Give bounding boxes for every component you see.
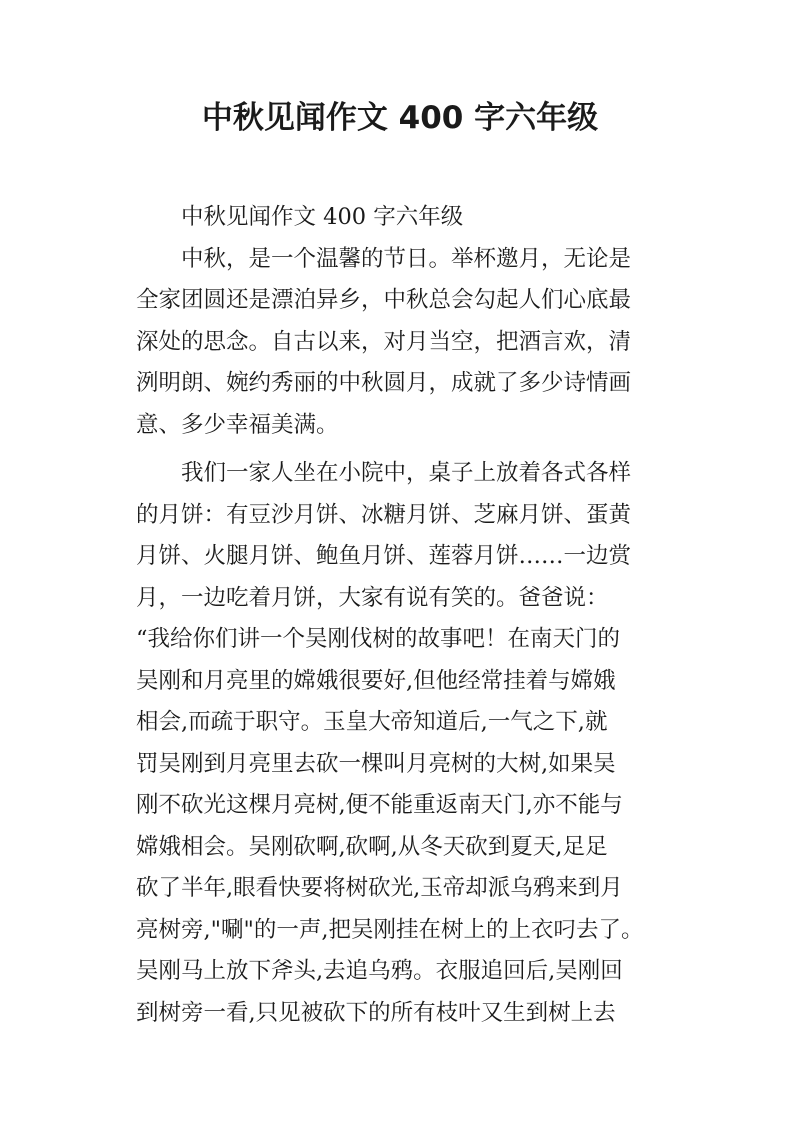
paragraph-3-line: 罚吴刚到月亮里去砍一棵叫月亮树的大树,如果吴 xyxy=(136,750,616,777)
paragraph-3-line: 吴刚和月亮里的嫦娥很要好,但他经常挂着与嫦娥 xyxy=(136,667,616,694)
paragraph-1-line: 全家团圆还是漂泊异乡，中秋总会勾起人们心底最 xyxy=(136,287,632,313)
subtitle-line xyxy=(136,197,676,239)
paragraph-1-line: 深处的思念。自古以来，对月当空，把酒言欢，清 xyxy=(136,328,632,355)
paragraph-1 xyxy=(136,239,676,281)
paragraph-2-line: 月饼、火腿月饼、鲍鱼月饼、莲蓉月饼……一边赏 xyxy=(136,543,632,569)
paragraph-2-line: 的月饼：有豆沙月饼、冰糖月饼、芝麻月饼、蛋黄 xyxy=(136,501,632,528)
paragraph-3-line: “我给你们讲一个吴刚伐树的故事吧！在南天门的 xyxy=(136,626,621,652)
paragraph-1-line: 洌明朗、婉约秀丽的中秋圆月，成就了多少诗情画 xyxy=(136,370,632,396)
paragraph-1-line: 中秋，是一个温馨的节日。举杯邀月，无论是 xyxy=(181,245,632,272)
subtitle-text: 中秋见闻作文 400 字六年级 xyxy=(181,204,464,230)
document-body xyxy=(136,197,676,1034)
document-title: 中秋见闻作文 400 字六年级 xyxy=(201,100,599,136)
paragraph-3-line: 到树旁一看,只见被砍下的所有枝叶又生到树上去 xyxy=(136,999,616,1026)
paragraph-3-line: 砍了半年,眼看快要将树砍光,玉帝却派乌鸦来到月 xyxy=(136,875,623,901)
paragraph-1-line: 意、多少幸福美满。 xyxy=(136,411,339,438)
paragraph-3-line: 相会,而疏于职守。玉皇大帝知道后,一气之下,就 xyxy=(136,709,608,735)
paragraph-3-line: 嫦娥相会。吴刚砍啊,砍啊,从冬天砍到夏天,足足 xyxy=(136,833,608,860)
paragraph-1-continuation xyxy=(136,280,676,446)
paragraph-2 xyxy=(136,453,676,495)
paragraph-2-continuation xyxy=(136,495,676,620)
paragraph-3-line: 吴刚马上放下斧头,去追乌鸦。衣服追回后,吴刚回 xyxy=(136,958,623,984)
paragraph-3-line: 刚不砍光这棵月亮树,便不能重返南天门,亦不能与 xyxy=(136,792,623,818)
paragraph-3-line: 亮树旁,"唰"的一声,把吴刚挂在树上的上衣叼去了。 xyxy=(136,916,644,943)
paragraph-2-line: 我们一家人坐在小院中，桌子上放着各式各样 xyxy=(181,460,632,486)
paragraph-2-line: 月，一边吃着月饼，大家有说有笑的。爸爸说： xyxy=(136,584,609,611)
paragraph-3 xyxy=(136,619,676,1034)
